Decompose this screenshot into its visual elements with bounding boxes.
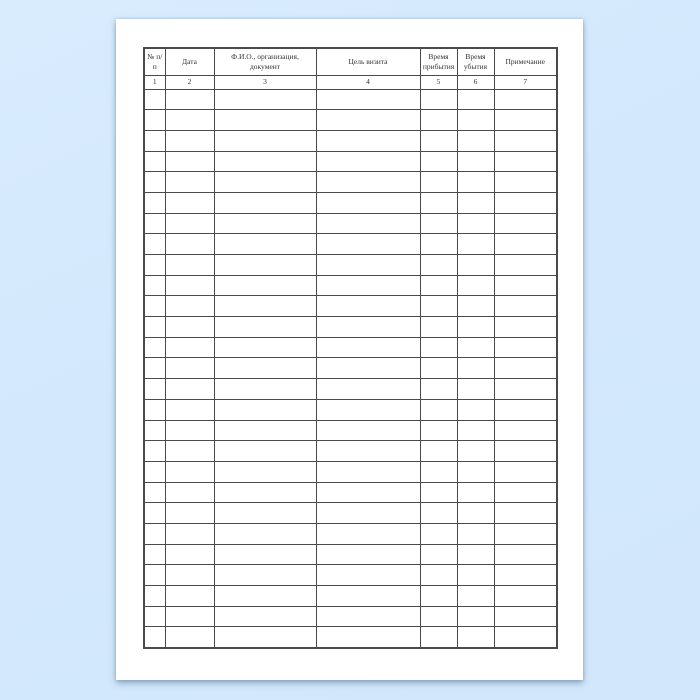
table-cell [165,275,214,296]
table-cell [420,358,457,379]
column-header-1: № п/п [144,48,165,75]
table-cell [420,441,457,462]
table-row [144,606,557,627]
table-cell [214,110,316,131]
table-cell [165,379,214,400]
table-cell [457,296,494,317]
table-cell [214,151,316,172]
table-cell [494,420,557,441]
table-row [144,110,557,131]
table-cell [494,255,557,276]
table-cell [420,461,457,482]
table-cell [316,379,420,400]
table-cell [420,399,457,420]
column-number-2: 2 [165,75,214,89]
table-cell [420,482,457,503]
table-cell [165,317,214,338]
table-cell [457,89,494,110]
table-cell [165,213,214,234]
table-row [144,544,557,565]
table-cell [457,317,494,338]
table-cell [144,523,165,544]
table-cell [214,420,316,441]
table-cell [494,110,557,131]
table-cell [165,337,214,358]
column-header-4: Цель визита [316,48,420,75]
table-cell [494,130,557,151]
table-cell [165,482,214,503]
table-cell [494,503,557,524]
table-cell [144,296,165,317]
table-cell [494,379,557,400]
table-cell [214,275,316,296]
table-cell [316,461,420,482]
table-cell [494,89,557,110]
table-cell [214,358,316,379]
table-cell [457,130,494,151]
table-cell [316,172,420,193]
table-row [144,234,557,255]
table-cell [165,130,214,151]
table-cell [316,586,420,607]
table-cell [420,337,457,358]
table-cell [457,255,494,276]
table-cell [457,441,494,462]
table-cell [316,89,420,110]
table-cell [214,296,316,317]
table-cell [316,151,420,172]
table-cell [144,130,165,151]
column-number-5: 5 [420,75,457,89]
column-header-5: Время прибытия [420,48,457,75]
table-row [144,379,557,400]
table-cell [144,275,165,296]
table-cell [420,213,457,234]
table-cell [494,151,557,172]
column-header-7: Примечание [494,48,557,75]
table-cell [316,503,420,524]
column-header-3: Ф.И.О., организация, документ [214,48,316,75]
table-cell [457,523,494,544]
table-cell [144,461,165,482]
table-row [144,420,557,441]
table-cell [420,627,457,648]
table-cell [457,234,494,255]
table-cell [494,172,557,193]
header-label-row [144,48,557,75]
table-cell [316,296,420,317]
table-cell [165,234,214,255]
table-cell [165,172,214,193]
table-cell [144,482,165,503]
table-cell [144,172,165,193]
table-cell [165,441,214,462]
table-cell [144,399,165,420]
table-cell [494,565,557,586]
table-cell [494,337,557,358]
table-cell [214,399,316,420]
column-header-2: Дата [165,48,214,75]
table-row [144,523,557,544]
table-body [144,89,557,648]
table-cell [494,358,557,379]
table-cell [420,523,457,544]
table-cell [214,627,316,648]
table-cell [165,586,214,607]
table-row [144,317,557,338]
table-cell [316,337,420,358]
table-cell [420,606,457,627]
table-cell [144,192,165,213]
table-cell [494,275,557,296]
table-cell [420,544,457,565]
table-cell [165,358,214,379]
table-cell [420,586,457,607]
table-cell [144,441,165,462]
table-cell [457,213,494,234]
table-cell [165,503,214,524]
table-cell [214,461,316,482]
table-row [144,172,557,193]
table-cell [420,192,457,213]
table-cell [457,606,494,627]
table-cell [457,192,494,213]
table-cell [316,213,420,234]
table-cell [144,110,165,131]
table-cell [144,565,165,586]
table-cell [316,358,420,379]
table-cell [420,89,457,110]
table-cell [165,627,214,648]
table-cell [144,213,165,234]
table-cell [144,420,165,441]
table-cell [420,379,457,400]
table-cell [316,234,420,255]
column-number-7: 7 [494,75,557,89]
table-cell [420,130,457,151]
table-cell [457,544,494,565]
table-cell [494,482,557,503]
table-cell [494,544,557,565]
table-cell [214,482,316,503]
table-cell [214,89,316,110]
column-number-row [144,75,557,89]
table-cell [316,441,420,462]
table-cell [457,565,494,586]
table-cell [316,420,420,441]
table-row [144,89,557,110]
table-cell [494,441,557,462]
table-cell [494,586,557,607]
table-cell [165,399,214,420]
document-page [116,19,583,680]
table-cell [214,255,316,276]
table-cell [144,89,165,110]
table-cell [420,420,457,441]
table-cell [420,317,457,338]
table-cell [457,399,494,420]
table-cell [165,89,214,110]
table-cell [494,461,557,482]
table-cell [214,213,316,234]
table-cell [494,296,557,317]
table-cell [144,358,165,379]
table-cell [316,606,420,627]
table-cell [214,523,316,544]
table-cell [214,130,316,151]
table-cell [494,606,557,627]
column-number-3: 3 [214,75,316,89]
table-cell [144,627,165,648]
table-cell [457,586,494,607]
table-row [144,565,557,586]
table-cell [214,192,316,213]
table-cell [144,544,165,565]
table-row [144,482,557,503]
table-cell [494,523,557,544]
table-cell [457,627,494,648]
table-cell [316,317,420,338]
table-cell [214,441,316,462]
table-cell [165,110,214,131]
table-cell [165,565,214,586]
table-row [144,441,557,462]
table-cell [144,317,165,338]
table-cell [316,130,420,151]
table-row [144,627,557,648]
table-cell [316,565,420,586]
table-cell [457,275,494,296]
table-cell [165,151,214,172]
table-cell [214,234,316,255]
table-cell [420,503,457,524]
table-cell [494,317,557,338]
table-cell [316,110,420,131]
table-cell [165,544,214,565]
table-cell [214,317,316,338]
table-cell [144,586,165,607]
table-cell [144,337,165,358]
table-cell [316,523,420,544]
table-row [144,461,557,482]
table-row [144,399,557,420]
table-cell [144,606,165,627]
table-cell [420,296,457,317]
table-cell [165,461,214,482]
table-cell [316,255,420,276]
table-cell [457,172,494,193]
table-row [144,358,557,379]
column-number-1: 1 [144,75,165,89]
table-cell [165,606,214,627]
table-row [144,192,557,213]
table-cell [214,172,316,193]
table-cell [494,234,557,255]
table-cell [214,503,316,524]
table-cell [214,565,316,586]
table-cell [316,627,420,648]
table-cell [165,192,214,213]
table-cell [494,399,557,420]
table-cell [144,234,165,255]
table-cell [457,503,494,524]
table-cell [316,544,420,565]
table-cell [165,255,214,276]
table-cell [316,192,420,213]
table-cell [457,358,494,379]
column-number-4: 4 [316,75,420,89]
visitor-log-table [143,47,558,649]
table-row [144,503,557,524]
table-row [144,255,557,276]
table-row [144,275,557,296]
column-header-6: Время убытия [457,48,494,75]
table-cell [457,461,494,482]
column-number-6: 6 [457,75,494,89]
table-cell [144,379,165,400]
table-cell [457,151,494,172]
table-cell [494,213,557,234]
table-cell [214,606,316,627]
table-header [144,48,557,89]
table-cell [457,110,494,131]
table-row [144,151,557,172]
table-cell [316,275,420,296]
table-cell [420,255,457,276]
table-cell [316,399,420,420]
table-cell [144,151,165,172]
table-cell [494,627,557,648]
table-cell [420,110,457,131]
table-cell [214,337,316,358]
table-cell [494,192,557,213]
table-cell [420,234,457,255]
table-cell [214,544,316,565]
table-cell [316,482,420,503]
table-cell [457,337,494,358]
table-cell [420,275,457,296]
table-row [144,296,557,317]
table-cell [214,586,316,607]
table-cell [457,420,494,441]
table-row [144,130,557,151]
table-cell [165,523,214,544]
table-row [144,337,557,358]
table-cell [214,379,316,400]
table-cell [420,151,457,172]
table-cell [165,296,214,317]
table-cell [420,172,457,193]
table-cell [457,379,494,400]
table-cell [144,503,165,524]
table-cell [420,565,457,586]
table-row [144,586,557,607]
table-cell [457,482,494,503]
table-row [144,213,557,234]
table-cell [144,255,165,276]
table-cell [165,420,214,441]
